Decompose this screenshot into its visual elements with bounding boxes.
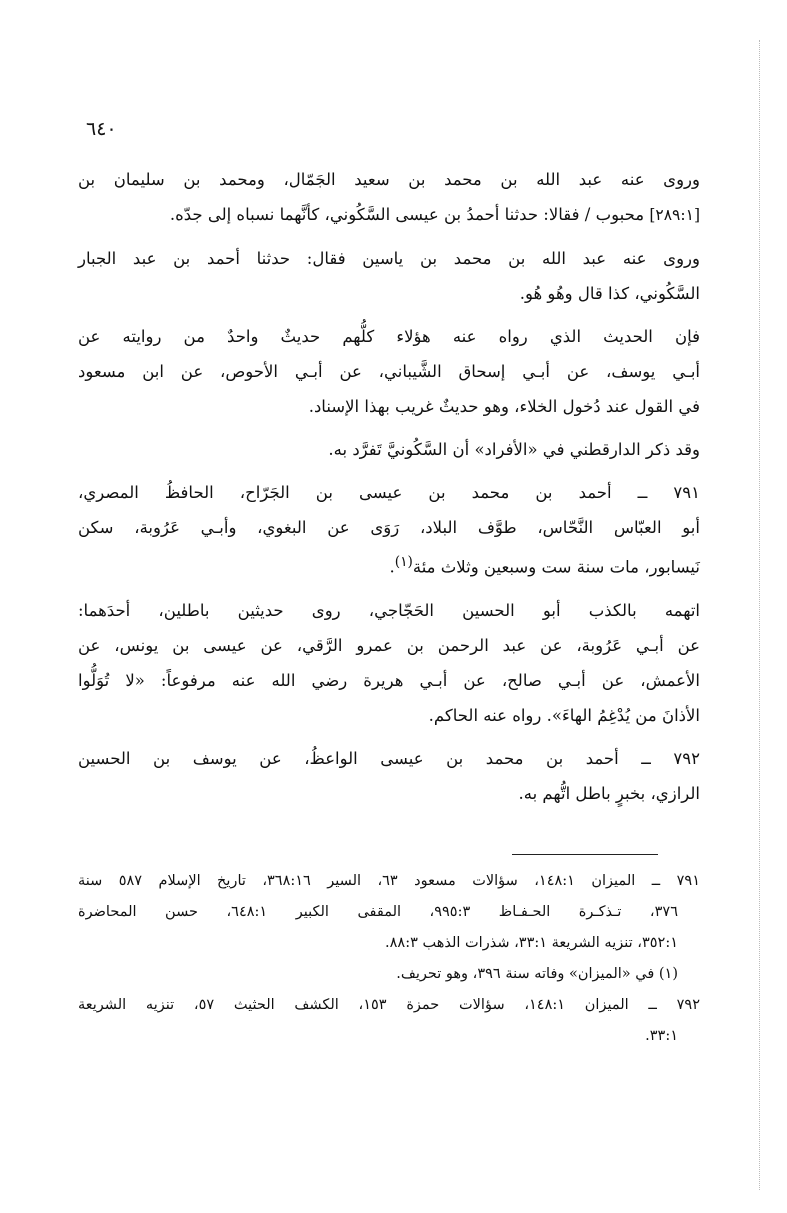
footnote-separator	[512, 854, 658, 855]
entry-791	[78, 475, 700, 585]
text-line: فإن الحديث الذي رواه عنه هؤلاء كلُّهم حديثٌ واحدٌ من روايته عن	[78, 327, 700, 346]
footnote-792-sources	[78, 990, 700, 1052]
text-line: الأعمش، عن أبـي صالح، عن أبـي هريرة رضي الله عنه مرفوعاً: «لا تُوَلُّوا	[78, 670, 700, 690]
text-line	[78, 545, 700, 585]
text-line: عن أبـي عَرُوبة، عن عبد الرحمن بن عمرو الرَّقي، عن عيسى بن يونس، عن	[78, 635, 700, 655]
footnote-line: ٣٥٢:١، تنزيه الشريعة ٣٣:١، شذرات الذهب ٨٨:٣.	[385, 935, 678, 951]
paragraph-narrators-2	[78, 241, 700, 311]
text-span: نَيسابور، مات سنة ست وسبعين وثلاث مئة	[412, 557, 700, 577]
entry-heading-line: ٧٩٢ ــ أحمد بن محمد بن عيسى الواعظُ، عن يوسف بن الحسين	[78, 748, 700, 768]
text-line	[78, 197, 700, 233]
page-edge-line	[759, 40, 760, 1190]
text-span: .	[389, 557, 395, 577]
page-number: ٦٤٠	[86, 118, 117, 140]
text-line: وروى عنه عبد الله بن محمد بن سعيد الجَمّال، ومحمد بن سليمان بن	[78, 170, 700, 189]
text-span: محبوب / فقالا: حدثنا أحمدُ بن عيسى السَّكُوني، كأنَّهما نسباه إلى جدّه.	[169, 205, 645, 224]
footnote-ref: (١)	[394, 554, 413, 570]
text-line: وروى عنه عبد الله بن محمد بن ياسين فقال: حدثنا أحمد بن عبد الجبار	[78, 249, 700, 268]
paragraph-hadith	[78, 319, 700, 424]
paragraph-narrators-1	[78, 162, 700, 233]
footnote-line: ٣٧٦، تـذكـرة الحـفـاظ ٩٩٥:٣، المقفى الكبير ٦٤٨:١، حسن المحاضرة	[78, 904, 678, 920]
paragraph-daraqutni	[78, 432, 700, 467]
main-text	[78, 162, 700, 811]
footnote-line: (١) في «الميزان» وفاته سنة ٣٩٦، وهو تحريف.	[396, 966, 678, 982]
footnote-line: ٣٣:١.	[645, 1028, 678, 1044]
footnotes	[78, 866, 700, 1052]
footnote-line: ٧٩٢ ــ الميزان ١٤٨:١، سؤالات حمزة ١٥٣، الكشف الحثيث ٥٧، تنزيه الشريعة	[78, 997, 700, 1013]
text-line: الرازي، بخبرٍ باطل اتُّهم به.	[518, 783, 700, 803]
footnote-line: ٧٩١ ــ الميزان ١٤٨:١، سؤالات مسعود ٦٣، السير ٣٦٨:١٦، تاريخ الإسلام ٥٨٧ سنة	[78, 873, 700, 889]
text-line: أبـي يوسف، عن أبـي إسحاق الشَّيباني، عن أبـي الأحوص، عن ابن مسعود	[78, 362, 700, 381]
footnote-791-sources	[78, 866, 700, 959]
footnote-1	[78, 959, 700, 990]
volume-page-marker: [٢٨٩:١]	[649, 206, 700, 224]
entry-792	[78, 741, 700, 811]
text-line: في القول عند دُخول الخلاء، وهو حديثٌ غريب بهذا الإسناد.	[308, 397, 700, 416]
text-line: السَّكُوني، كذا قال وهُو هُو.	[519, 284, 700, 303]
text-line: الأذانَ من يُدْغِمُ الهاءَ». رواه عنه الحاكم.	[428, 705, 700, 725]
text-line: اتهمه بالكذب أبو الحسين الحَجّاجي، روى حديثين باطلين، أحدَهما:	[78, 600, 700, 620]
text-line: وقد ذكر الدارقطني في «الأفراد» أن السَّكُونيَّ تَفرَّد به.	[328, 440, 700, 459]
entry-heading-line: ٧٩١ ــ أحمد بن محمد بن عيسى بن الجَرّاح، الحافظُ المصري،	[78, 483, 700, 502]
paragraph-accusation	[78, 593, 700, 733]
text-line: أبو العبّاس النَّحّاس، طوَّف البلاد، رَوَى عن البغوي، وأبـي عَرُوبة، سكن	[78, 518, 700, 537]
